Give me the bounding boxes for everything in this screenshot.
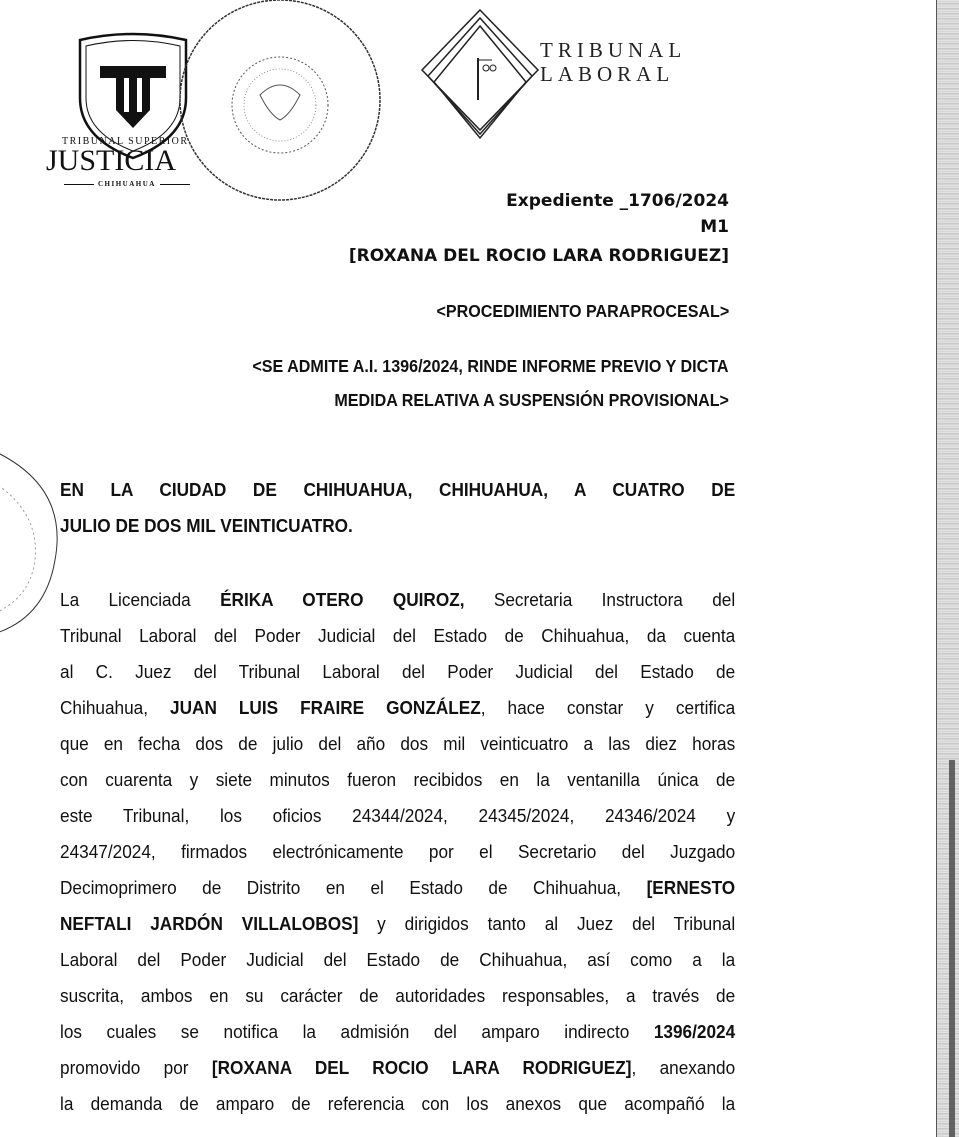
- expediente-number: Expediente _1706/2024: [506, 191, 729, 211]
- party-name: [ROXANA DEL ROCIO LARA RODRIGUEZ]: [348, 246, 729, 266]
- tsj-logo-line2: JUSTICIA: [46, 144, 177, 177]
- text-run: Secretaria Instructora del: [464, 589, 736, 610]
- paragraph-line: [60, 906, 735, 942]
- court-seal-stamp: [170, 0, 390, 210]
- paragraph-line: con cuarenta y siete minutos fueron recibidos en la ventanilla única de: [60, 769, 736, 790]
- text-run: los cuales se notifica la admisión del amparo indirecto: [60, 1021, 654, 1042]
- clerk-name-part1: [ERNESTO: [646, 877, 736, 898]
- tsj-logo-line3: CHIHUAHUA: [60, 180, 194, 188]
- paragraph-line: 24347/2024, firmados electrónicamente por el Secretario del Juzgado: [60, 841, 736, 862]
- procedure-type: <PROCEDIMIENTO PARAPROCESAL>: [436, 301, 729, 321]
- tsj-logo-line1: TRIBUNAL SUPERIOR: [62, 136, 189, 147]
- scanned-page-edge-shadow: [949, 760, 955, 1137]
- subject-line-2: MEDIDA RELATIVA A SUSPENSIÓN PROVISIONAL>: [334, 390, 729, 410]
- paragraph-line: [60, 1014, 735, 1050]
- mesa-label: M1: [700, 217, 729, 237]
- paragraph-line: [60, 690, 735, 726]
- paragraph-line: que en fecha dos de julio del año dos mil veinticuatro a las diez horas: [60, 733, 736, 754]
- paragraph-line: [60, 870, 735, 906]
- paragraph-line: al C. Juez del Tribunal Laboral del Poder Judicial del Estado de: [60, 661, 736, 682]
- paragraph-line: suscrita, ambos en su carácter de autoridades responsables, a través de: [60, 985, 736, 1006]
- paragraph-line: Tribunal Laboral del Poder Judicial del Estado de Chihuahua, da cuenta: [60, 625, 736, 646]
- text-run: La Licenciada: [60, 589, 221, 610]
- promoter-name: [ROXANA DEL ROCIO LARA RODRIGUEZ]: [211, 1057, 632, 1078]
- text-run: , anexando: [631, 1057, 736, 1078]
- secretary-name: ÉRIKA OTERO QUIROZ,: [220, 589, 465, 610]
- tribunal-laboral-diamond-logo: [420, 8, 540, 148]
- text-run: promovido por: [60, 1057, 212, 1078]
- main-paragraph: [60, 582, 735, 1122]
- tribunal-laboral-logo-text: [540, 38, 686, 86]
- text-run: , hace constar y certifica: [480, 697, 736, 718]
- clerk-name-part2: NEFTALI JARDÓN VILLALOBOS]: [60, 913, 359, 934]
- text-run: Chihuahua,: [60, 697, 171, 718]
- opening-statement: [60, 472, 735, 544]
- text-run: Decimoprimero de Distrito en el Estado de Chihuahua,: [60, 877, 647, 898]
- paragraph-line: Laboral del Poder Judicial del Estado de Chihuahua, así como a la: [60, 949, 736, 970]
- scanned-page-edge: [936, 0, 959, 1137]
- opening-line-1: EN LA CIUDAD DE CHIHUAHUA, CHIHUAHUA, A CUATRO DE: [60, 479, 736, 500]
- text-run: y dirigidos tanto al Juez del Tribunal: [358, 913, 736, 934]
- partial-seal-stamp: [0, 440, 60, 640]
- judge-name: JUAN LUIS FRAIRE GONZÁLEZ: [170, 697, 481, 718]
- tribunal-laboral-line2: LABORAL: [540, 62, 675, 86]
- subject-line-1: <SE ADMITE A.I. 1396/2024, RINDE INFORME PREVIO Y DICTA: [252, 356, 729, 376]
- paragraph-line: la demanda de amparo de referencia con los anexos que acompañó la: [60, 1093, 736, 1114]
- opening-line-2: JULIO DE DOS MIL VEINTICUATRO.: [60, 515, 353, 536]
- amparo-number: 1396/2024: [653, 1021, 736, 1042]
- paragraph-line: [60, 582, 735, 618]
- paragraph-line: [60, 1050, 735, 1086]
- tribunal-laboral-line1: TRIBUNAL: [540, 38, 687, 62]
- paragraph-line: este Tribunal, los oficios 24344/2024, 24345/2024, 24346/2024 y: [60, 805, 736, 826]
